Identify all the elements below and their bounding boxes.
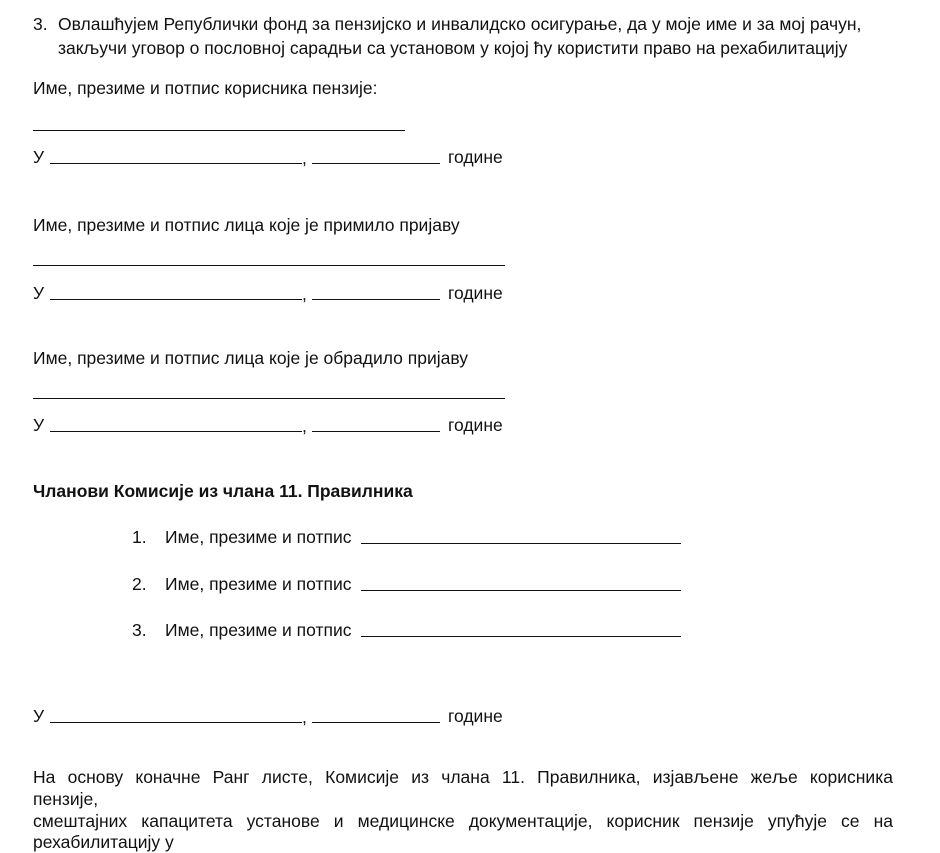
item-3-number: 3. (33, 14, 48, 34)
processor-signature-label: Име, презиме и потпис лица које је обрадило пријаву (33, 348, 469, 368)
date-field[interactable] (312, 431, 440, 432)
comma: , (302, 416, 307, 436)
place-prefix: У (33, 283, 45, 303)
comma: , (302, 148, 307, 168)
place-field[interactable] (50, 299, 302, 300)
closing-line-2: пензије, (33, 789, 99, 809)
beneficiary-signature-label: Име, презиме и потпис корисника пензије: (33, 78, 378, 98)
place-field[interactable] (50, 431, 302, 432)
item-3-line-1: Овлашћујем Републички фонд за пензијско и инвалидско осигурање, да у моје име и за мој рачун, (58, 14, 862, 34)
member-label: Име, презиме и потпис (165, 527, 352, 547)
closing-line-4: рехабилитацију у (33, 832, 174, 852)
comma: , (302, 284, 307, 304)
year-suffix: године (448, 706, 503, 726)
closing-line-1: На основу коначне Ранг листе, Комисије из члана 11. Правилника, изјављене жеље корисника (33, 767, 893, 787)
comma: , (302, 707, 307, 727)
member-signature-line[interactable] (361, 543, 681, 544)
year-suffix: године (448, 415, 503, 435)
date-field[interactable] (312, 163, 440, 164)
member-signature-line[interactable] (361, 590, 681, 591)
processor-signature-line[interactable] (33, 398, 505, 399)
member-label: Име, презиме и потпис (165, 574, 352, 594)
member-signature-line[interactable] (361, 636, 681, 637)
date-field[interactable] (312, 722, 440, 723)
date-field[interactable] (312, 299, 440, 300)
place-prefix: У (33, 415, 45, 435)
receiver-signature-label: Име, презиме и потпис лица које је примило пријаву (33, 215, 460, 235)
member-number: 2. (132, 574, 147, 594)
place-field[interactable] (50, 163, 302, 164)
closing-line-3: смештајних капацитета установе и медицинске документације, корисник пензије упућује се на (33, 811, 893, 831)
receiver-signature-line[interactable] (33, 265, 505, 266)
year-suffix: године (448, 283, 503, 303)
member-number: 1. (132, 527, 147, 547)
member-number: 3. (132, 620, 147, 640)
item-3-line-2: закључи уговор о пословној сарадњи са установом у којој ћу користити право на рехабилитацију (58, 38, 848, 58)
beneficiary-signature-line[interactable] (33, 130, 405, 131)
place-prefix: У (33, 147, 45, 167)
year-suffix: године (448, 147, 503, 167)
member-label: Име, презиме и потпис (165, 620, 352, 640)
commission-heading: Чланови Комисије из члана 11. Правилника (33, 481, 413, 501)
place-prefix: У (33, 706, 45, 726)
place-field[interactable] (50, 722, 302, 723)
